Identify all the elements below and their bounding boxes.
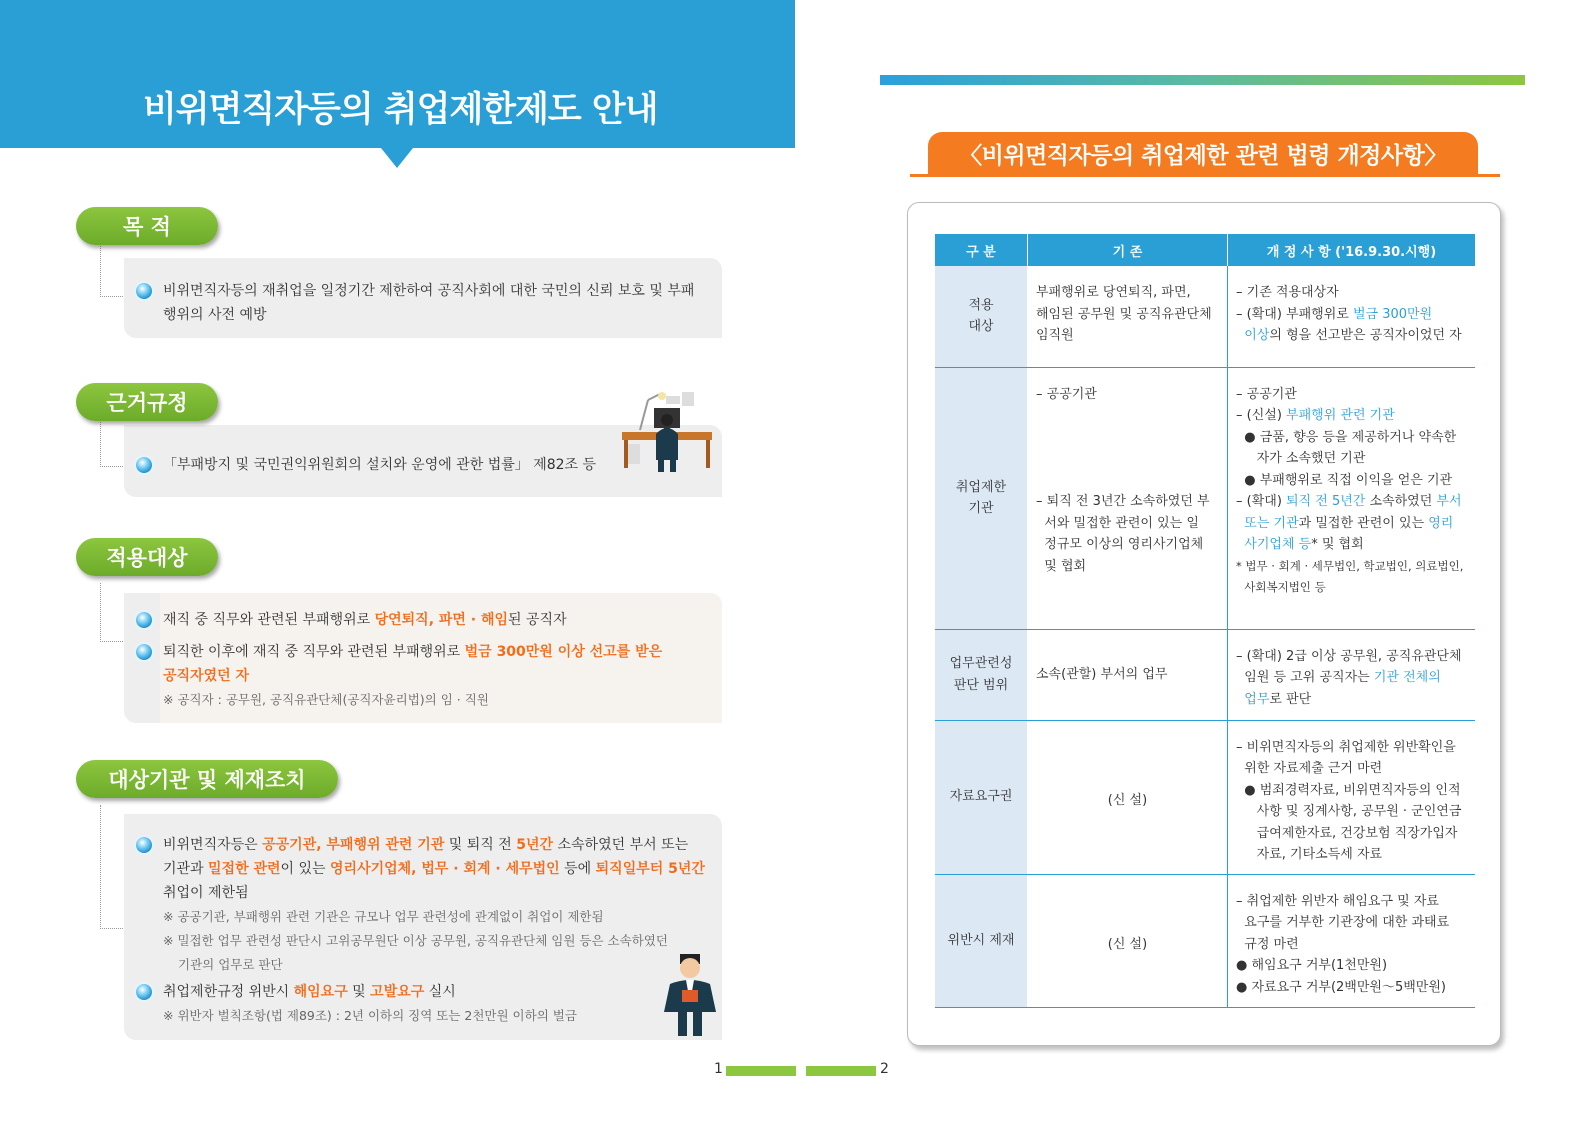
page-number-left: 1	[714, 1061, 723, 1077]
title-banner	[0, 0, 795, 148]
connector-line	[100, 244, 125, 297]
row-amendment: – 기존 적용대상자 – (확대) 부패행위로 벌금 300만원 이상의 형을 선고받은 공직자이었던 자	[1228, 266, 1476, 367]
agency-note-2: ※ 밀접한 업무 관련성 판단시 고위공무원단 이상 공무원, 공직유관단체 임원 등은 소속하였던	[163, 933, 668, 948]
header-category: 구 분	[935, 234, 1028, 266]
row-amendment: – 취업제한 위반자 해임요구 및 자료 요구를 거부한 기관장에 대한 과태료 규정 마련 ● 해임요구 거부(1천만원) ● 자료요구 거부(2백만원～5백만원)	[1228, 874, 1476, 1007]
row-existing: 부패행위로 당연퇴직, 파면, 해임된 공무원 및 공직유관단체 임직원	[1028, 266, 1228, 367]
row-amendment: – 공공기관 – (신설) 부패행위 관련 기관 ● 금품, 향응 등을 제공하거나 약속한 자가 소속했던 기관 ● 부패행위로 직접 이익을 얻은 기관 – (확대) 퇴직 전 5년간 소속하였던 부서 또는 기관과 밀접한 관련이 있는 영리 사기업체 등* 및 협회 * 법무 · 회계 · 세무법인, 학교법인, 의료법인, 사회복지법인 등	[1228, 367, 1476, 629]
row-category: 적용 대상	[935, 266, 1028, 367]
row-category: 업무관련성 판단 범위	[935, 629, 1028, 720]
amendment-title: 〈비위면직자등의 취업제한 관련 법령 개정사항〉	[928, 132, 1478, 174]
table-row	[935, 266, 1475, 367]
purpose-text-1: 비위면직자등의 재취업을 일정기간 제한하여 공직사회에 대한 국민의 신뢰 보호 및 부패	[163, 283, 695, 299]
row-existing: – 공공기관 – 퇴직 전 3년간 소속하였던 부 서와 밀접한 관련이 있는 일 정규모 이상의 영리사기업체 및 협회	[1028, 367, 1228, 629]
table-row	[935, 874, 1475, 1007]
page-number-right: 2	[880, 1061, 889, 1077]
header-amendment: 개 정 사 항 ('16.9.30.시행)	[1228, 234, 1476, 266]
section-label-agency: 대상기관 및 제재조치	[76, 760, 338, 798]
table-header-row	[935, 234, 1475, 266]
agency-note-3: ※ 위반자 벌칙조항(법 제89조) : 2년 이하의 징역 또는 2천만원 이하의 벌금	[163, 1008, 577, 1023]
banner-pointer	[381, 148, 413, 168]
target-item-2-cont: 공직자였던 자	[163, 668, 250, 684]
row-category: 위반시 제재	[935, 874, 1028, 1007]
bullet-icon	[136, 644, 152, 660]
bullet-icon	[136, 457, 152, 473]
agency-item-1-line-1: 비위면직자등은 공공기관, 부패행위 관련 기관 및 퇴직 전 5년간 소속하였던 부서 또는	[163, 837, 689, 853]
row-amendment: – 비위면직자등의 취업제한 위반확인을 위한 자료제출 근거 마련 ● 범죄경력자료, 비위면직자등의 인적 사항 및 징계사항, 공무원 · 군인연금 급여제한자료, 건강보험 직장가입자 자료, 기타소득세 자료	[1228, 720, 1476, 874]
row-existing: 소속(관할) 부서의 업무	[1028, 629, 1228, 720]
amendment-table	[935, 234, 1475, 1008]
bullet-icon	[136, 837, 152, 853]
target-item-1: 재직 중 직무와 관련된 부패행위로 당연퇴직, 파면 · 해임된 공직자	[163, 612, 567, 628]
section-label-basis: 근거규정	[76, 383, 218, 421]
page-bar-right	[806, 1066, 876, 1076]
row-category: 취업제한 기관	[935, 367, 1028, 629]
page-title: 비위면직자등의 취업제한제도 안내	[143, 90, 658, 130]
connector-line	[100, 805, 125, 929]
official-man-illustration	[660, 950, 720, 1040]
agency-note-1: ※ 공공기관, 부패행위 관련 기관은 규모나 업무 관련성에 관계없이 취업이 제한됨	[163, 909, 604, 924]
agency-note-2-cont: 기관의 업무로 판단	[178, 957, 283, 972]
row-category: 자료요구권	[935, 720, 1028, 874]
table-row	[935, 629, 1475, 720]
basis-text: 「부패방지 및 국민권익위원회의 설치와 운영에 관한 법률」 제82조 등	[163, 457, 597, 473]
target-item-2: 퇴직한 이후에 재직 중 직무와 관련된 부패행위로 벌금 300만원 이상 선고를 받은	[163, 644, 663, 660]
header-existing: 기 존	[1028, 234, 1228, 266]
page-bar-left	[726, 1066, 796, 1076]
bullet-icon	[136, 612, 152, 628]
bullet-icon	[136, 283, 152, 299]
agency-item-1-line-2: 기관과 밀접한 관련이 있는 영리사기업체, 법무 · 회계 · 세무법인 등에 퇴직일부터 5년간	[163, 861, 705, 877]
row-amendment: – (확대) 2급 이상 공무원, 공직유관단체 임원 등 고위 공직자는 기관 전체의 업무로 판단	[1228, 629, 1476, 720]
connector-line	[100, 414, 125, 467]
section-label-target: 적용대상	[76, 538, 218, 576]
agency-item-1-line-3: 취업이 제한됨	[163, 885, 249, 901]
office-worker-illustration	[620, 390, 716, 480]
agency-item-2: 취업제한규정 위반시 해임요구 및 고발요구 실시	[163, 984, 456, 1000]
gradient-bar	[880, 75, 1525, 85]
bullet-icon	[136, 984, 152, 1000]
table-row	[935, 367, 1475, 629]
row-existing: (신 설)	[1028, 720, 1228, 874]
row-existing: (신 설)	[1028, 874, 1228, 1007]
title-underline	[910, 174, 1500, 177]
target-note: ※ 공직자 : 공무원, 공직유관단체(공직자윤리법)의 임 · 직원	[163, 692, 489, 707]
section-label-purpose: 목 적	[76, 207, 218, 245]
connector-line	[100, 583, 125, 642]
table-row	[935, 720, 1475, 874]
purpose-text-2: 행위의 사전 예방	[163, 307, 267, 323]
